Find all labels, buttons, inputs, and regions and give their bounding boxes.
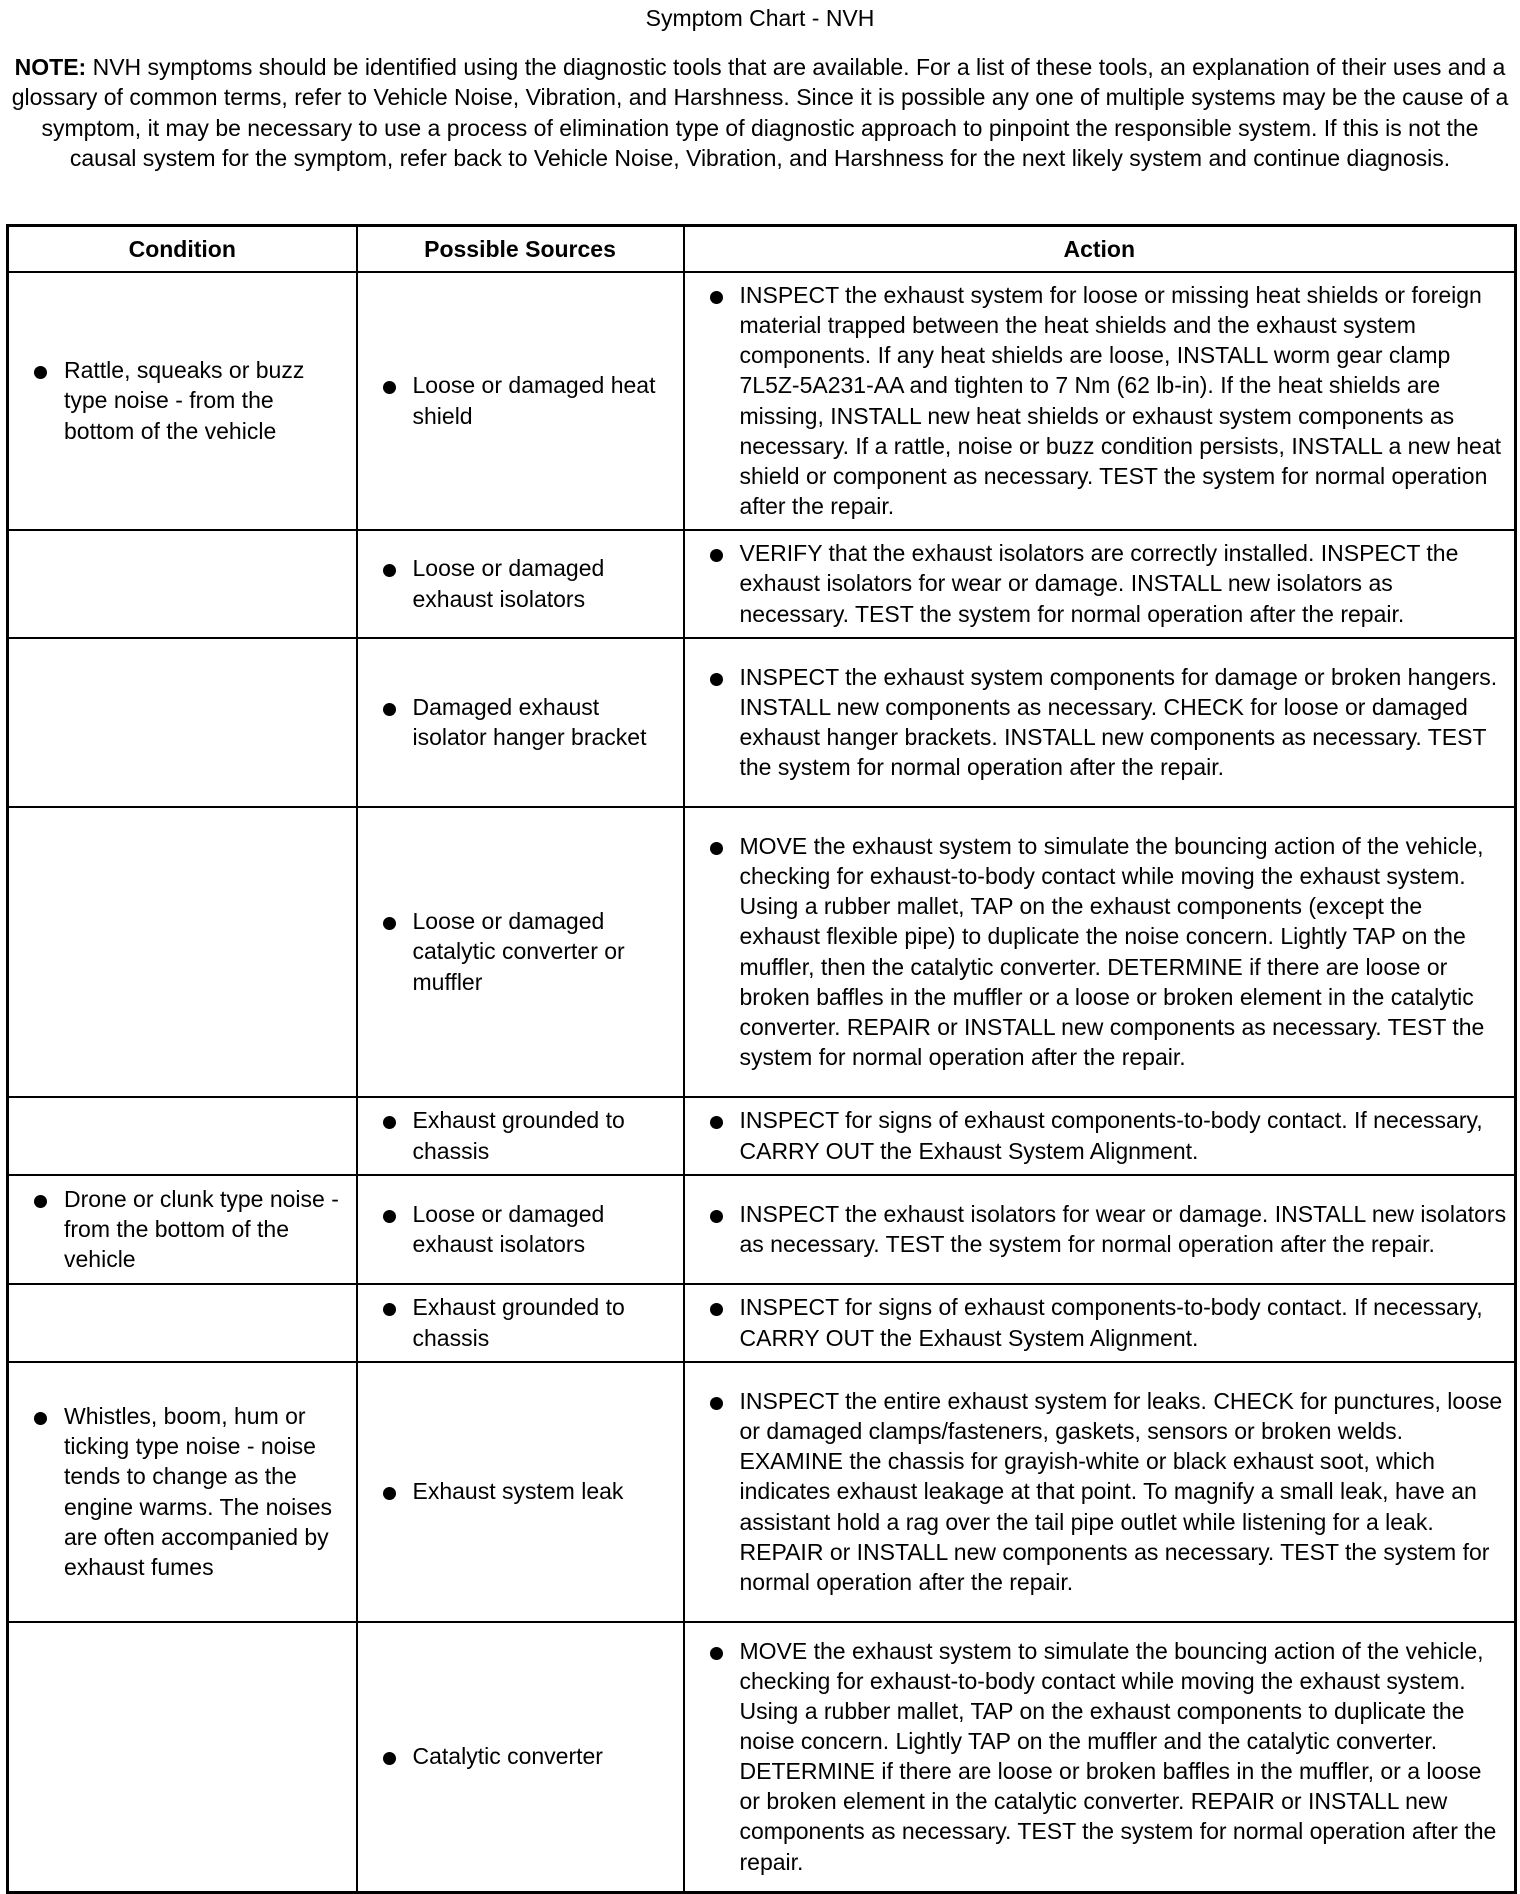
possible-source-cell [357, 1284, 684, 1362]
condition-cell [8, 272, 357, 530]
condition-cell [8, 1175, 357, 1284]
note-text: NVH symptoms should be identified using the diagnostic tools that are available. For a list of these tools, an explanation of their uses and a glossary of common terms, refer to Vehicle Noise, Vibration, and Harshness. Since it is possible any one of multiple systems may be the cause of a symptom, it may be necessary to use a process of elimination type of diagnostic approach to pinpoint the responsible system. If this is not the causal system for the symptom, refer back to Vehicle Noise, Vibration, and Harshness for the next likely system and continue diagnosis. [11, 54, 1509, 172]
action-cell [684, 1175, 1516, 1284]
page-title: Symptom Chart - NVH [645, 5, 875, 31]
possible-source-cell [357, 807, 684, 1097]
bullet-icon [710, 842, 723, 855]
action-cell-text: INSPECT for signs of exhaust components-to-body contact. If necessary, CARRY OUT the Exhaust System Alignment. [739, 1107, 1483, 1164]
symptom-chart-table [6, 224, 1517, 1894]
bullet-icon [383, 1752, 396, 1765]
action-cell-text: INSPECT the exhaust isolators for wear or damage. INSTALL new isolators as necessary. TEST the system for normal operation after the repair. [739, 1200, 1507, 1257]
condition-cell [8, 530, 357, 638]
table-row [8, 272, 1516, 530]
table-row [8, 1175, 1516, 1284]
action-cell-text: INSPECT the exhaust system components for damage or broken hangers. INSTALL new components as necessary. CHECK for loose or damaged exhaust hanger brackets. INSTALL new components as necessary. TEST the system for normal operation after the repair. [739, 663, 1498, 781]
bullet-icon [710, 1210, 723, 1223]
condition-cell [8, 1097, 357, 1175]
condition-cell-text: Whistles, boom, hum or ticking type noise - noise tends to change as the engine warms. The noises are often accompanied by exhaust fumes [64, 1403, 333, 1580]
condition-cell [8, 1622, 357, 1892]
table-header-row [8, 226, 1516, 273]
bullet-icon [34, 1412, 47, 1425]
bullet-icon [710, 291, 723, 304]
condition-cell [8, 807, 357, 1097]
action-cell [684, 1284, 1516, 1362]
action-cell-text: MOVE the exhaust system to simulate the bouncing action of the vehicle, checking for exhaust-to-body contact while moving the exhaust system. Using a rubber mallet, TAP on the exhaust components to duplicate the noise concern. Lightly TAP on the muffler and the catalytic converter. DETERMINE if there are loose or broken baffles in the muffler, or a loose or broken element in the catalytic converter. REPAIR or INSTALL new components as necessary. TEST the system for normal operation after the repair. [739, 1637, 1497, 1875]
condition-cell [8, 1284, 357, 1362]
bullet-icon [34, 366, 47, 379]
action-cell-text: VERIFY that the exhaust isolators are correctly installed. INSPECT the exhaust isolators for wear or damage. INSTALL new isolators as necessary. TEST the system for normal operation after the repair. [739, 540, 1459, 627]
condition-cell-text: Rattle, squeaks or buzz type noise - from the bottom of the vehicle [64, 357, 305, 444]
action-cell [684, 272, 1516, 530]
action-cell-text: INSPECT for signs of exhaust components-to-body contact. If necessary, CARRY OUT the Exhaust System Alignment. [739, 1294, 1483, 1351]
bullet-icon [710, 1647, 723, 1660]
action-cell-text: INSPECT the entire exhaust system for leaks. CHECK for punctures, loose or damaged clamps/fasteners, gaskets, sensors or broken welds. EXAMINE the chassis for grayish-white or black exhaust soot, which indicates exhaust leakage at that point. To magnify a small leak, have an assistant hold a rag over the tail pipe outlet while listening for a leak. REPAIR or INSTALL new components as necessary. TEST the system for normal operation after the repair. [739, 1388, 1503, 1595]
column-header-condition: Condition [8, 226, 357, 273]
note-label: NOTE: [14, 54, 87, 80]
possible-source-cell-text: Loose or damaged heat shield [412, 372, 656, 429]
bullet-icon [710, 1397, 723, 1410]
action-cell-text: MOVE the exhaust system to simulate the bouncing action of the vehicle, checking for exhaust-to-body contact while moving the exhaust system. Using a rubber mallet, TAP on the exhaust components (except the exhaust flexible pipe) to duplicate the noise concern. Lightly TAP on the muffler, then the catalytic converter. DETERMINE if there are loose or broken baffles in the muffler or a loose or broken element in the catalytic converter. REPAIR or INSTALL new components as necessary. TEST the system for normal operation after the repair. [739, 833, 1485, 1070]
table-row [8, 1284, 1516, 1362]
action-cell [684, 807, 1516, 1097]
bullet-icon [383, 1487, 396, 1500]
possible-source-cell-text: Exhaust grounded to chassis [412, 1107, 625, 1164]
bullet-icon [710, 673, 723, 686]
table-row [8, 807, 1516, 1097]
condition-cell-text: Drone or clunk type noise - from the bottom of the vehicle [64, 1185, 339, 1273]
column-header-action: Action [684, 226, 1516, 273]
possible-source-cell [357, 1175, 684, 1284]
bullet-icon [383, 703, 396, 716]
bullet-icon [710, 549, 723, 562]
table-row [8, 1622, 1516, 1892]
possible-source-cell-text: Exhaust grounded to chassis [412, 1294, 625, 1351]
possible-source-cell [357, 272, 684, 530]
bullet-icon [383, 1303, 396, 1316]
table-row [8, 1362, 1516, 1622]
table-row [8, 530, 1516, 638]
note-paragraph [10, 52, 1510, 174]
table-row [8, 1097, 1516, 1175]
possible-source-cell [357, 638, 684, 807]
action-cell-text: INSPECT the exhaust system for loose or missing heat shields or foreign material trapped between the heat shields and the exhaust system components. If any heat shields are loose, INSTALL worm gear clamp 7L5Z-5A231-AA and tighten to 7 Nm (62 lb-in). If the heat shields are missing, INSTALL new heat shields or exhaust system components as necessary. If a rattle, noise or buzz condition persists, INSTALL a new heat shield or component as necessary. TEST the system for normal operation after the repair. [739, 282, 1502, 519]
possible-source-cell [357, 1622, 684, 1892]
possible-source-cell-text: Exhaust system leak [412, 1478, 624, 1505]
possible-source-cell-text: Loose or damaged catalytic converter or muffler [412, 908, 625, 995]
column-header-possible-sources: Possible Sources [357, 226, 684, 273]
table-body [8, 272, 1516, 1892]
possible-source-cell-text: Damaged exhaust isolator hanger bracket [412, 693, 647, 750]
bullet-icon [383, 564, 396, 577]
possible-source-cell [357, 1362, 684, 1622]
bullet-icon [383, 917, 396, 930]
bullet-icon [710, 1116, 723, 1129]
possible-source-cell-text: Loose or damaged exhaust isolators [412, 1200, 605, 1257]
possible-source-cell [357, 530, 684, 638]
possible-source-cell [357, 1097, 684, 1175]
condition-cell [8, 1362, 357, 1622]
condition-cell [8, 638, 357, 807]
action-cell [684, 1622, 1516, 1892]
possible-source-cell-text: Catalytic converter [412, 1743, 603, 1770]
table-row [8, 638, 1516, 807]
action-cell [684, 1362, 1516, 1622]
possible-source-cell-text: Loose or damaged exhaust isolators [412, 555, 605, 612]
bullet-icon [383, 1210, 396, 1223]
action-cell [684, 530, 1516, 638]
bullet-icon [383, 1116, 396, 1129]
action-cell [684, 638, 1516, 807]
bullet-icon [34, 1195, 47, 1208]
bullet-icon [383, 381, 396, 394]
action-cell [684, 1097, 1516, 1175]
bullet-icon [710, 1303, 723, 1316]
